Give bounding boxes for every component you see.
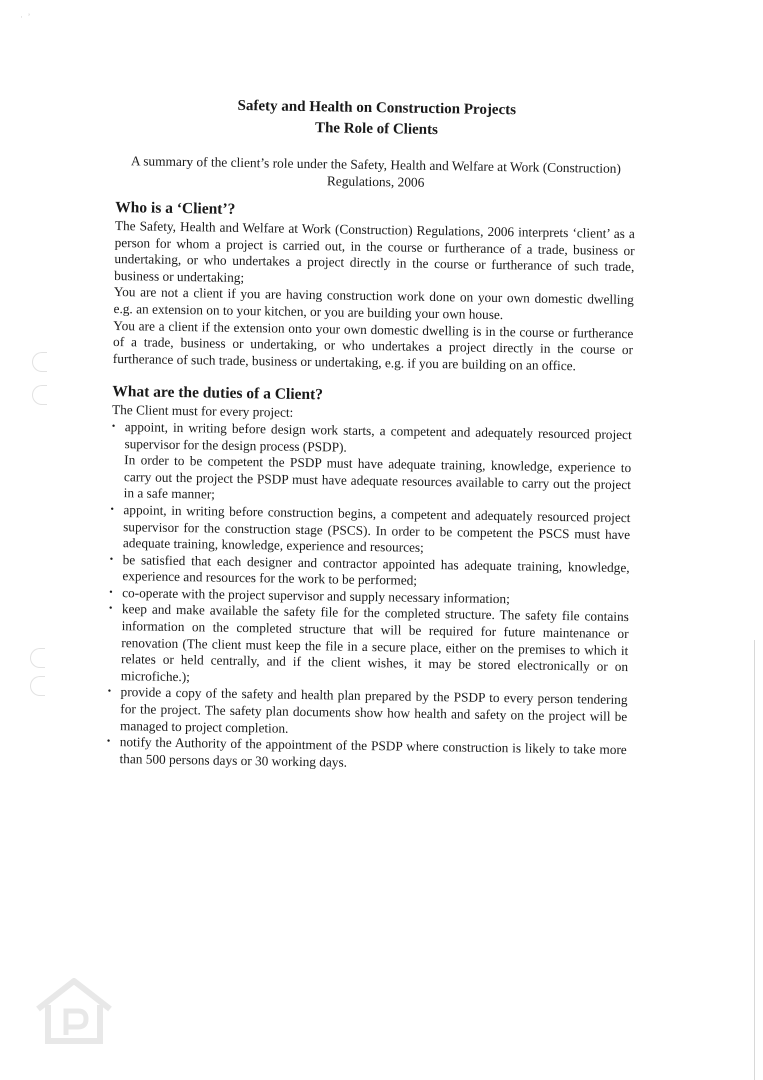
scan-edge-line — [754, 640, 755, 1080]
bullet-icon: • — [111, 420, 116, 432]
duty-text: keep and make available the safety file for the completed structure. The safety file contains information on the completed structure that will be required for future maintenance or renovation (The client must keep the file in a secure place, either on the premises to which it relates or held centrally, and if the client wishes, it may be stored electronically or on microfiche.); — [120, 601, 629, 685]
punch-hole-mark — [32, 385, 47, 405]
bullet-icon: • — [110, 503, 115, 515]
document-title — [116, 94, 637, 144]
house-logo-watermark-icon — [34, 975, 114, 1045]
duty-text: provide a copy of the safety and health plan prepared by the PSDP to every person tendering for the project. The safety plan documents show how health and safety on the project will be managed to project completion. — [119, 684, 628, 736]
document-body — [106, 94, 637, 775]
duty-safety-file — [108, 601, 629, 692]
paragraph-not-client: You are not a client if you are having construction work done on your own domestic dwelling e.g. an extension on to your kitchen, or you are building your own house. — [113, 284, 634, 323]
punch-hole-mark — [30, 648, 45, 668]
paragraph-is-client: You are a client if the extension onto your own domestic dwelling is in the course or furtherance of a trade, business or undertaking, or who undertakes a project directly in the course or furtherance of such trade, business or undertaking, e.g. if you are building on an office. — [112, 317, 634, 373]
section-heading-who-is-client: Who is a ‘Client’? — [115, 198, 236, 218]
bullet-icon: • — [108, 603, 113, 615]
duty-text: co-operate with the project supervisor and supply necessary information; — [122, 585, 510, 607]
bullet-icon: • — [109, 586, 113, 598]
section-heading-duties: What are the duties of a Client? — [112, 383, 324, 404]
duty-text: In order to be competent the PSDP must have adequate training, knowledge, experience to carry out the project the PSDP must have adequate resources available to carry out the project in a safe manner; — [123, 452, 632, 502]
title-line-2: The Role of Clients — [314, 120, 439, 139]
document-subtitle: A summary of the client’s role under the Safety, Health and Welfare at Work (Construction) Regulations, 2006 — [130, 153, 621, 190]
duty-text: be satisfied that each designer and contractor appointed has adequate training, knowledge, experience and resources for the work to be performed; — [122, 551, 630, 589]
punch-hole-mark — [30, 676, 45, 696]
duties-list — [106, 419, 631, 776]
bullet-icon: • — [107, 686, 112, 698]
duty-psdp-competence — [111, 452, 632, 510]
scan-specks: · ʼ — [20, 12, 31, 22]
duty-text: appoint, in writing before construction begins, a competent and adequately resourced project supervisor for the construction stage (PSCS). In order to be competent the PSCS must have adequate training, knowledge, experience and resources; — [122, 502, 631, 555]
duty-appoint-pscs — [110, 502, 631, 560]
title-line-1: Safety and Health on Construction Projects — [237, 97, 517, 119]
punch-hole-mark — [32, 352, 47, 372]
paragraph-definition: The Safety, Health and Welfare at Work (Construction) Regulations, 2006 interprets ‘client’ as a person for whom a project is carried out, in the course or furtherance of a trade, business or undertaking, or who undertakes a project directly in the course or furtherance of such trade, business or undertaking; — [114, 217, 635, 285]
bullet-icon: • — [106, 736, 111, 748]
duty-text: appoint, in writing before design work starts, a competent and adequately resourced project supervisor for the design process (PSDP). — [124, 419, 632, 455]
duties-intro: The Client must for every project: — [111, 402, 294, 421]
duty-provide-plan — [107, 684, 628, 742]
duty-notify-authority — [106, 734, 626, 775]
bullet-icon: • — [109, 553, 114, 565]
duty-text: notify the Authority of the appointment of the PSDP where construction is likely to take more than 500 persons days or 30 working days. — [119, 734, 627, 770]
